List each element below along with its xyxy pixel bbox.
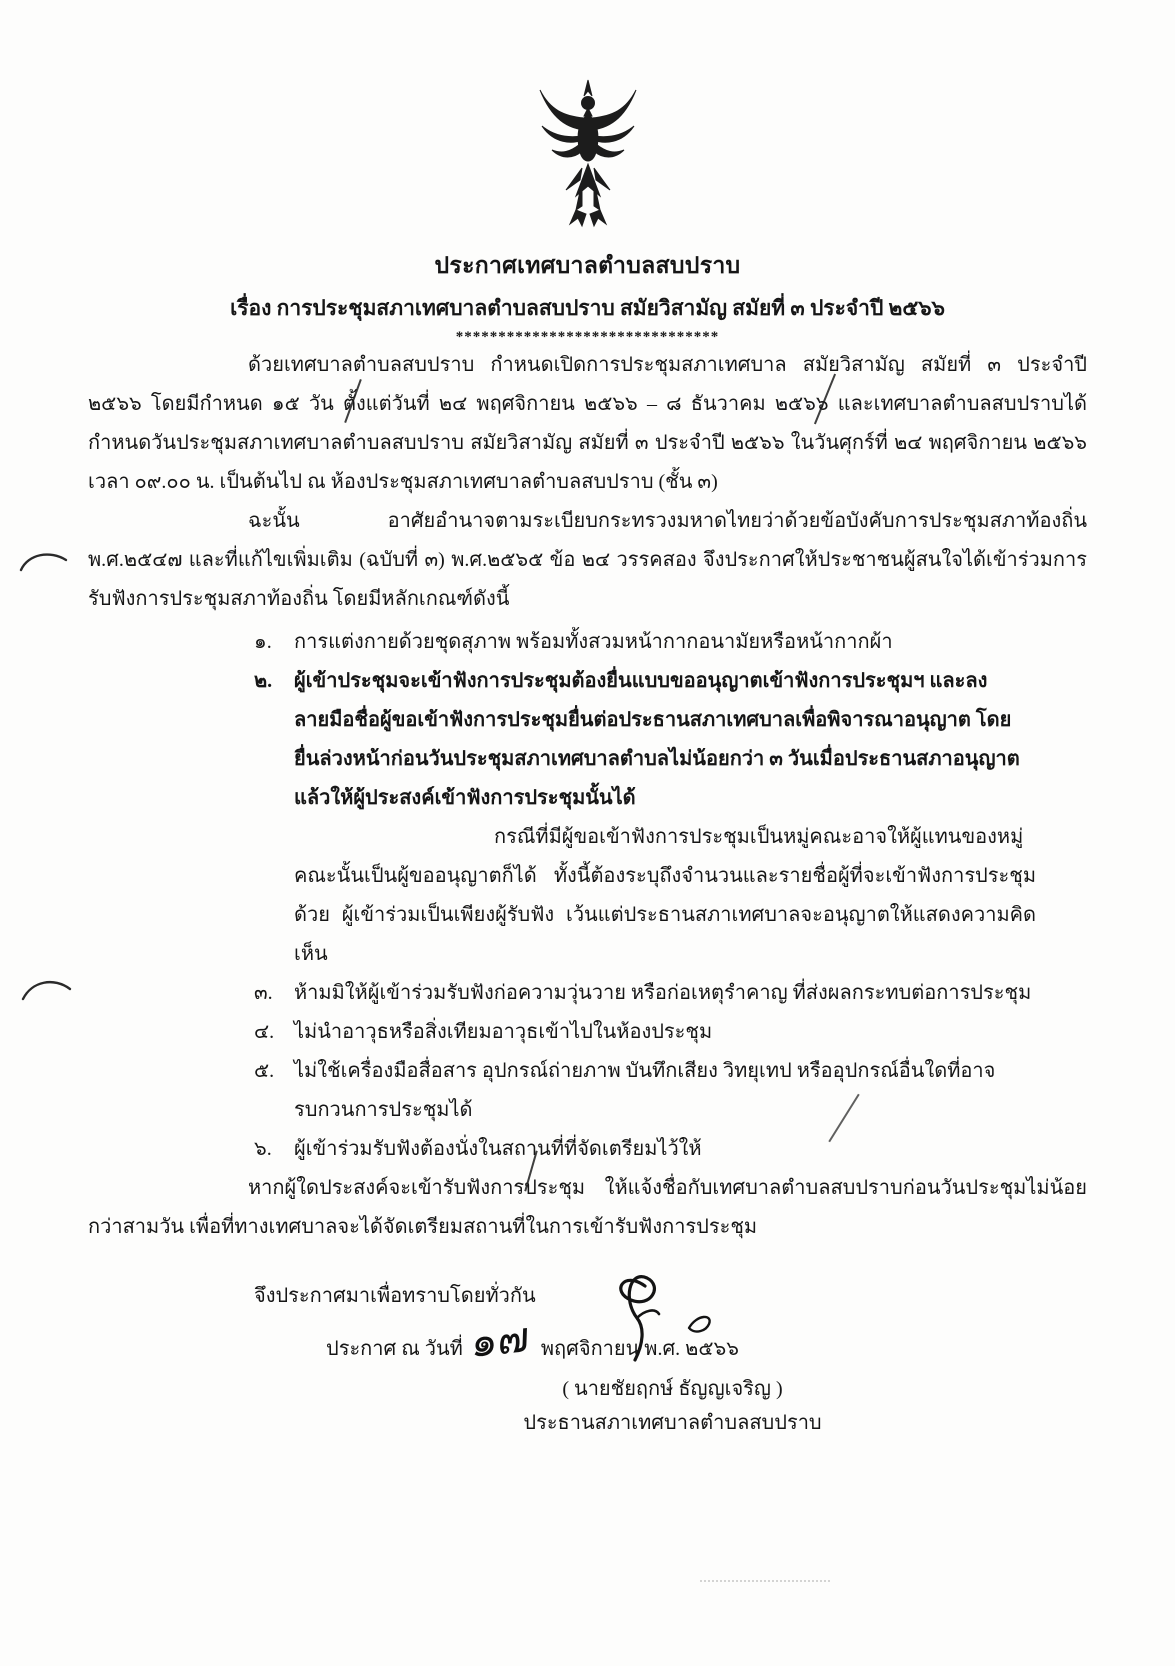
rule-2-sub-text: กรณีที่มีผู้ขอเข้าฟังการประชุมเป็นหมู่คณะอาจให้ผู้แทนของหมู่คณะนั้นเป็นผู้ขออนุญาตก็ได้ ทั้งนี้ต้องระบุถึงจำนวนและรายชื่อผู้ที่จะเข้าฟังการประชุมด้วย ผู้เข้าร่วมเป็นเพียงผู้รับฟัง เว้นแต่ประธานสภาเทศบาลจะอนุญาตให้แสดงความคิดเห็น	[294, 826, 1036, 965]
handwritten-day-number: ๑๗	[470, 1314, 530, 1368]
signature-ink	[593, 1270, 753, 1370]
closing-line: จึงประกาศมาเพื่อทราบโดยทั่วกัน	[254, 1285, 536, 1307]
margin-pen-mark	[20, 975, 74, 1005]
document-subject: เรื่อง การประชุมสภาเทศบาลตำบลสบปราบ สมัยวิสามัญ สมัยที่ ๓ ประจำปี ๒๕๖๖	[230, 296, 945, 320]
rule-text: ไม่ใช้เครื่องมือสื่อสาร อุปกรณ์ถ่ายภาพ บันทึกเสียง วิทยุเทป หรืออุปกรณ์อื่นใดที่อาจรบกวนการประชุมได้	[294, 1060, 996, 1121]
garuda-emblem-icon	[528, 78, 648, 230]
rule-number: ๖.	[254, 1138, 272, 1160]
paragraph-opening: ด้วยเทศบาลตำบลสบปราบ กำหนดเปิดการประชุมสภาเทศบาล สมัยวิสามัญ สมัยที่ ๓ ประจำปี ๒๕๖๖ โดยมีกำหนด ๑๕ วัน ตั้งแต่วันที่ ๒๔ พฤศจิกายน ๒๕๖๖ – ๘ ธันวาคม ๒๕๖๖ และเทศบาลตำบลสบปราบได้กำหนดวันประชุมสภาเทศบาลตำบลสบปราบ สมัยวิสามัญ สมัยที่ ๓ ประจำปี ๒๕๖๖ ในวันศุกร์ที่ ๒๔ พฤศจิกายน ๒๕๖๖ เวลา ๐๙.๐๐ น. เป็นต้นไป ณ ห้องประชุมสภาเทศบาลตำบลสบปราบ (ชั้น ๓)	[88, 354, 1087, 493]
rule-number: ๓.	[254, 982, 273, 1004]
rule-text	[294, 662, 1036, 974]
rule-text: ผู้เข้าร่วมรับฟังต้องนั่งในสถานที่ที่จัดเตรียมไว้ให้	[294, 1138, 702, 1160]
signature-block	[0, 1270, 1175, 1440]
rule-item-2	[254, 662, 1087, 974]
rule-text: ไม่นำอาวุธหรือสิ่งเทียมอาวุธเข้าไปในห้องประชุม	[294, 1021, 713, 1043]
rule-item-5	[254, 1052, 1087, 1130]
signatory-title: ประธานสภาเทศบาลตำบลสบปราบ	[523, 1412, 822, 1434]
rule-item-3	[254, 974, 1087, 1013]
rule-text: ห้ามมิให้ผู้เข้าร่วมรับฟังก่อความวุ่นวาย หรือก่อเหตุรำคาญ ที่ส่งผลกระทบต่อการประชุม	[294, 982, 1032, 1004]
rules-list	[88, 623, 1087, 1169]
date-suffix: พฤศจิกายน พ.ศ. ๒๕๖๖	[540, 1338, 739, 1360]
rule-number: ๔.	[254, 1021, 275, 1043]
rule-number: ๕.	[254, 1060, 275, 1082]
scan-artifact	[700, 1580, 830, 1582]
margin-pen-mark	[18, 548, 70, 576]
rule-number: ๒.	[254, 670, 273, 692]
rule-item-4	[254, 1013, 1087, 1052]
date-prefix: ประกาศ ณ วันที่	[326, 1338, 463, 1360]
paragraph-authority: ฉะนั้น อาศัยอำนาจตามระเบียบกระทรวงมหาดไทยว่าด้วยข้อบังคับการประชุมสภาท้องถิ่น พ.ศ.๒๕๔๗ และที่แก้ไขเพิ่มเติม (ฉบับที่ ๓) พ.ศ.๒๕๖๕ ข้อ ๒๔ วรรคสอง จึงประกาศให้ประชาชนผู้สนใจได้เข้าร่วมการรับฟังการประชุมสภาท้องถิ่น โดยมีหลักเกณฑ์ดังนี้	[88, 510, 1087, 610]
garuda-emblem	[88, 78, 1087, 238]
asterisk-divider: *******************************	[455, 329, 720, 345]
rule-item-6	[254, 1130, 1087, 1169]
rule-2-main-text: ผู้เข้าประชุมจะเข้าฟังการประชุมต้องยื่นแบบขออนุญาตเข้าฟังการประชุมฯ และลงลายมือชื่อผู้ขอเข้าฟังการประชุมยื่นต่อประธานสภาเทศบาลเพื่อพิจารณาอนุญาต โดยยื่นล่วงหน้าก่อนวันประชุมสภาเทศบาลตำบลไม่น้อยกว่า ๓ วันเมื่อประธานสภาอนุญาตแล้วให้ผู้ประสงค์เข้าฟังการประชุมนั้นได้	[294, 670, 1020, 809]
signature-inner	[170, 1270, 1175, 1440]
signatory-name: ( นายชัยฤกษ์ ธัญญเจริญ )	[562, 1378, 783, 1400]
rule-item-1	[254, 623, 1087, 662]
document-title: ประกาศเทศบาลตำบลสบปราบ	[434, 253, 741, 278]
paragraph-registration: หากผู้ใดประสงค์จะเข้ารับฟังการประชุม ให้แจ้งชื่อกับเทศบาลตำบลสบปราบก่อนวันประชุมไม่น้อยกว่าสามวัน เพื่อที่ทางเทศบาลจะได้จัดเตรียมสถานที่ในการเข้ารับฟังการประชุม	[88, 1177, 1087, 1238]
rule-text: การแต่งกายด้วยชุดสุภาพ พร้อมทั้งสวมหน้ากากอนามัยหรือหน้ากากผ้า	[294, 631, 893, 653]
rule-number: ๑.	[254, 631, 272, 653]
